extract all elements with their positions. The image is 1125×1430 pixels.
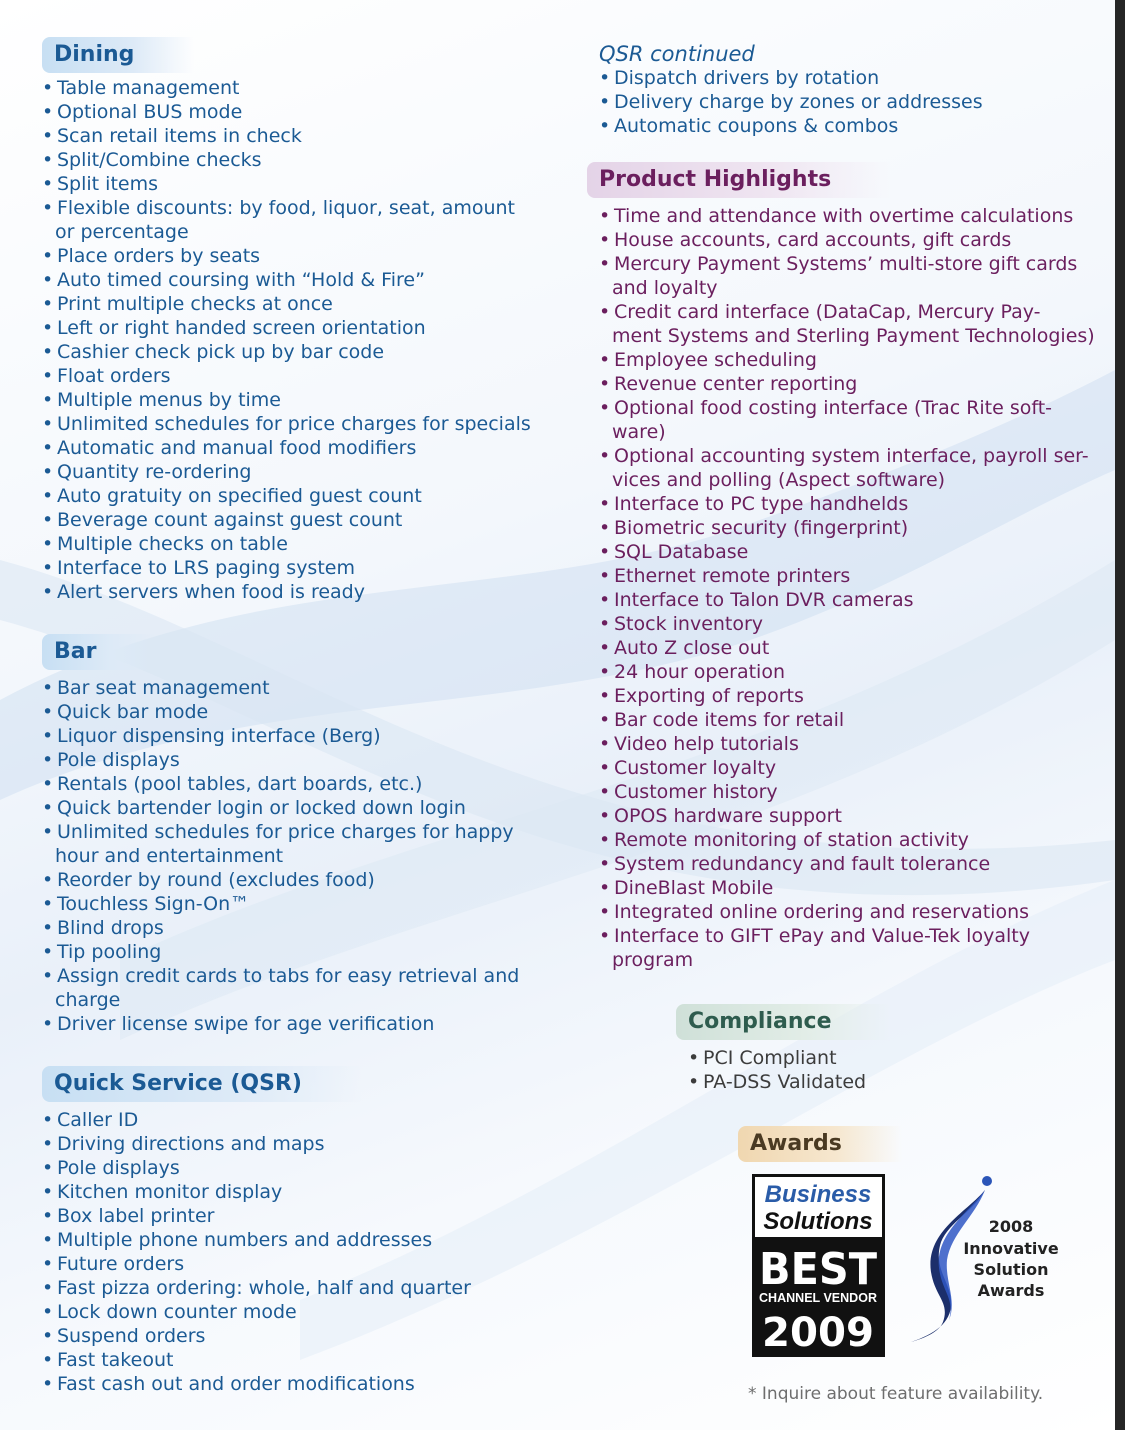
list-item: • 24 hour operation <box>599 660 1095 684</box>
svg-text:Awards: Awards <box>977 1281 1045 1300</box>
list-item: • Multiple menus by time <box>42 388 531 412</box>
list-item: • DineBlast Mobile <box>599 876 1095 900</box>
qsr-continued-heading: QSR continued <box>599 42 755 66</box>
list-item: • OPOS hardware support <box>599 804 1095 828</box>
list-item: • Pole displays <box>42 1156 471 1180</box>
list-item: • PCI Compliant <box>688 1046 891 1070</box>
list-item: • Unlimited schedules for price charges for happy <box>42 820 519 844</box>
list-item: • Multiple checks on table <box>42 532 531 556</box>
list-item: • Optional accounting system interface, payroll ser- <box>599 444 1095 468</box>
list-item: vices and polling (Aspect software) <box>612 469 946 491</box>
list-item: • Table management <box>42 76 531 100</box>
list-item: • Ethernet remote printers <box>599 564 1095 588</box>
list-item: • Quick bartender login or locked down login <box>42 796 519 820</box>
svg-text:2008: 2008 <box>988 1217 1034 1236</box>
dining-section <box>42 37 531 604</box>
bar-list <box>42 676 519 1036</box>
list-item: • Optional BUS mode <box>42 100 531 124</box>
list-item: • Driver license swipe for age verification <box>42 1012 519 1036</box>
list-item: • Optional food costing interface (Trac Rite soft- <box>599 396 1095 420</box>
list-item: • Remote monitoring of station activity <box>599 828 1095 852</box>
list-item: and loyalty <box>612 277 718 299</box>
list-item: • Customer loyalty <box>599 756 1095 780</box>
list-item: • Exporting of reports <box>599 684 1095 708</box>
svg-text:BEST: BEST <box>759 1244 877 1295</box>
product-highlights-list <box>599 204 1095 972</box>
list-item: • Split/Combine checks <box>42 148 531 172</box>
list-item: • Biometric security (fingerprint) <box>599 516 1095 540</box>
list-item: • Time and attendance with overtime calculations <box>599 204 1095 228</box>
list-item: • Unlimited schedules for price charges for specials <box>42 412 531 436</box>
list-item: • Delivery charge by zones or addresses <box>599 90 983 114</box>
list-item: • Fast cash out and order modifications <box>42 1372 471 1396</box>
list-item: • System redundancy and fault tolerance <box>599 852 1095 876</box>
list-item: • Employee scheduling <box>599 348 1095 372</box>
list-item: • Beverage count against guest count <box>42 508 531 532</box>
svg-text:Solution: Solution <box>973 1260 1049 1279</box>
list-item: hour and entertainment <box>55 845 284 867</box>
list-item: • Interface to Talon DVR cameras <box>599 588 1095 612</box>
innovative-solution-award-logo <box>905 1172 1065 1344</box>
list-item: • Stock inventory <box>599 612 1095 636</box>
list-item: • Box label printer <box>42 1204 471 1228</box>
list-item: • Auto gratuity on specified guest count <box>42 484 531 508</box>
svg-text:2009: 2009 <box>762 1310 874 1356</box>
list-item: • Alert servers when food is ready <box>42 580 531 604</box>
svg-text:Solutions: Solutions <box>763 1208 873 1235</box>
list-item: • Automatic and manual food modifiers <box>42 436 531 460</box>
list-item: • Mercury Payment Systems’ multi-store gift cards <box>599 252 1095 276</box>
qsr-section <box>42 1066 471 1396</box>
compliance-section <box>676 1004 891 1094</box>
dining-heading: Dining <box>42 37 194 73</box>
list-item: • Blind drops <box>42 916 519 940</box>
list-item: • Pole displays <box>42 748 519 772</box>
list-item: or percentage <box>55 221 189 243</box>
list-item: • Flexible discounts: by food, liquor, seat, amount <box>42 196 531 220</box>
list-item: • Multiple phone numbers and addresses <box>42 1228 471 1252</box>
qsr-heading: Quick Service (QSR) <box>42 1066 362 1102</box>
qsr-list <box>42 1108 471 1396</box>
list-item: • Rentals (pool tables, dart boards, etc.) <box>42 772 519 796</box>
list-item: • Bar seat management <box>42 676 519 700</box>
list-item: • Fast takeout <box>42 1348 471 1372</box>
list-item: • Left or right handed screen orientation <box>42 316 531 340</box>
awards-heading: Awards <box>738 1126 902 1162</box>
list-item: ware) <box>612 421 666 443</box>
list-item: • Auto timed coursing with “Hold & Fire” <box>42 268 531 292</box>
list-item: • PA-DSS Validated <box>688 1070 891 1094</box>
compliance-list <box>688 1046 891 1094</box>
list-item: • Quantity re-ordering <box>42 460 531 484</box>
list-item: • Future orders <box>42 1252 471 1276</box>
svg-text:CHANNEL VENDOR: CHANNEL VENDOR <box>759 1291 877 1305</box>
list-item: • Credit card interface (DataCap, Mercury Pay- <box>599 300 1095 324</box>
list-item: • Interface to PC type handhelds <box>599 492 1095 516</box>
list-item: ment Systems and Sterling Payment Technologies) <box>612 325 1095 347</box>
page-edge <box>1115 0 1125 1430</box>
bar-section <box>42 634 519 1036</box>
list-item: • Bar code items for retail <box>599 708 1095 732</box>
list-item: • Tip pooling <box>42 940 519 964</box>
list-item: • Split items <box>42 172 531 196</box>
list-item: charge <box>55 989 121 1011</box>
list-item: • Touchless Sign-On™ <box>42 892 519 916</box>
list-item: • Driving directions and maps <box>42 1132 471 1156</box>
list-item: • Caller ID <box>42 1108 471 1132</box>
list-item: • Dispatch drivers by rotation <box>599 66 983 90</box>
list-item: • Liquor dispensing interface (Berg) <box>42 724 519 748</box>
svg-text:Innovative: Innovative <box>963 1239 1059 1258</box>
list-item: • Interface to LRS paging system <box>42 556 531 580</box>
list-item: • Auto Z close out <box>599 636 1095 660</box>
list-item: • Interface to GIFT ePay and Value-Tek loyalty <box>599 924 1095 948</box>
compliance-heading: Compliance <box>676 1004 891 1040</box>
list-item: program <box>612 949 694 971</box>
product-highlights-section <box>587 162 1095 972</box>
svg-text:Business: Business <box>764 1181 872 1208</box>
list-item: • Integrated online ordering and reservations <box>599 900 1095 924</box>
business-solutions-best-award-logo <box>752 1174 885 1357</box>
list-item: • Scan retail items in check <box>42 124 531 148</box>
list-item: • Reorder by round (excludes food) <box>42 868 519 892</box>
product-highlights-heading: Product Highlights <box>587 162 891 198</box>
dining-list <box>42 76 531 604</box>
list-item: • Float orders <box>42 364 531 388</box>
list-item: • Lock down counter mode <box>42 1300 471 1324</box>
list-item: • Automatic coupons & combos <box>599 114 983 138</box>
list-item: • Place orders by seats <box>42 244 531 268</box>
qsr-continued-section <box>599 42 983 138</box>
list-item: • Cashier check pick up by bar code <box>42 340 531 364</box>
list-item: • House accounts, card accounts, gift cards <box>599 228 1095 252</box>
list-item: • Fast pizza ordering: whole, half and quarter <box>42 1276 471 1300</box>
list-item: • Customer history <box>599 780 1095 804</box>
list-item: • Revenue center reporting <box>599 372 1095 396</box>
bar-heading: Bar <box>42 634 156 670</box>
qsr-continued-list <box>599 66 983 138</box>
list-item: • SQL Database <box>599 540 1095 564</box>
list-item: • Quick bar mode <box>42 700 519 724</box>
awards-section <box>738 1126 902 1162</box>
list-item: • Suspend orders <box>42 1324 471 1348</box>
list-item: • Video help tutorials <box>599 732 1095 756</box>
list-item: • Assign credit cards to tabs for easy retrieval and <box>42 964 519 988</box>
availability-footnote: * Inquire about feature availability. <box>748 1384 1044 1404</box>
list-item: • Kitchen monitor display <box>42 1180 471 1204</box>
list-item: • Print multiple checks at once <box>42 292 531 316</box>
